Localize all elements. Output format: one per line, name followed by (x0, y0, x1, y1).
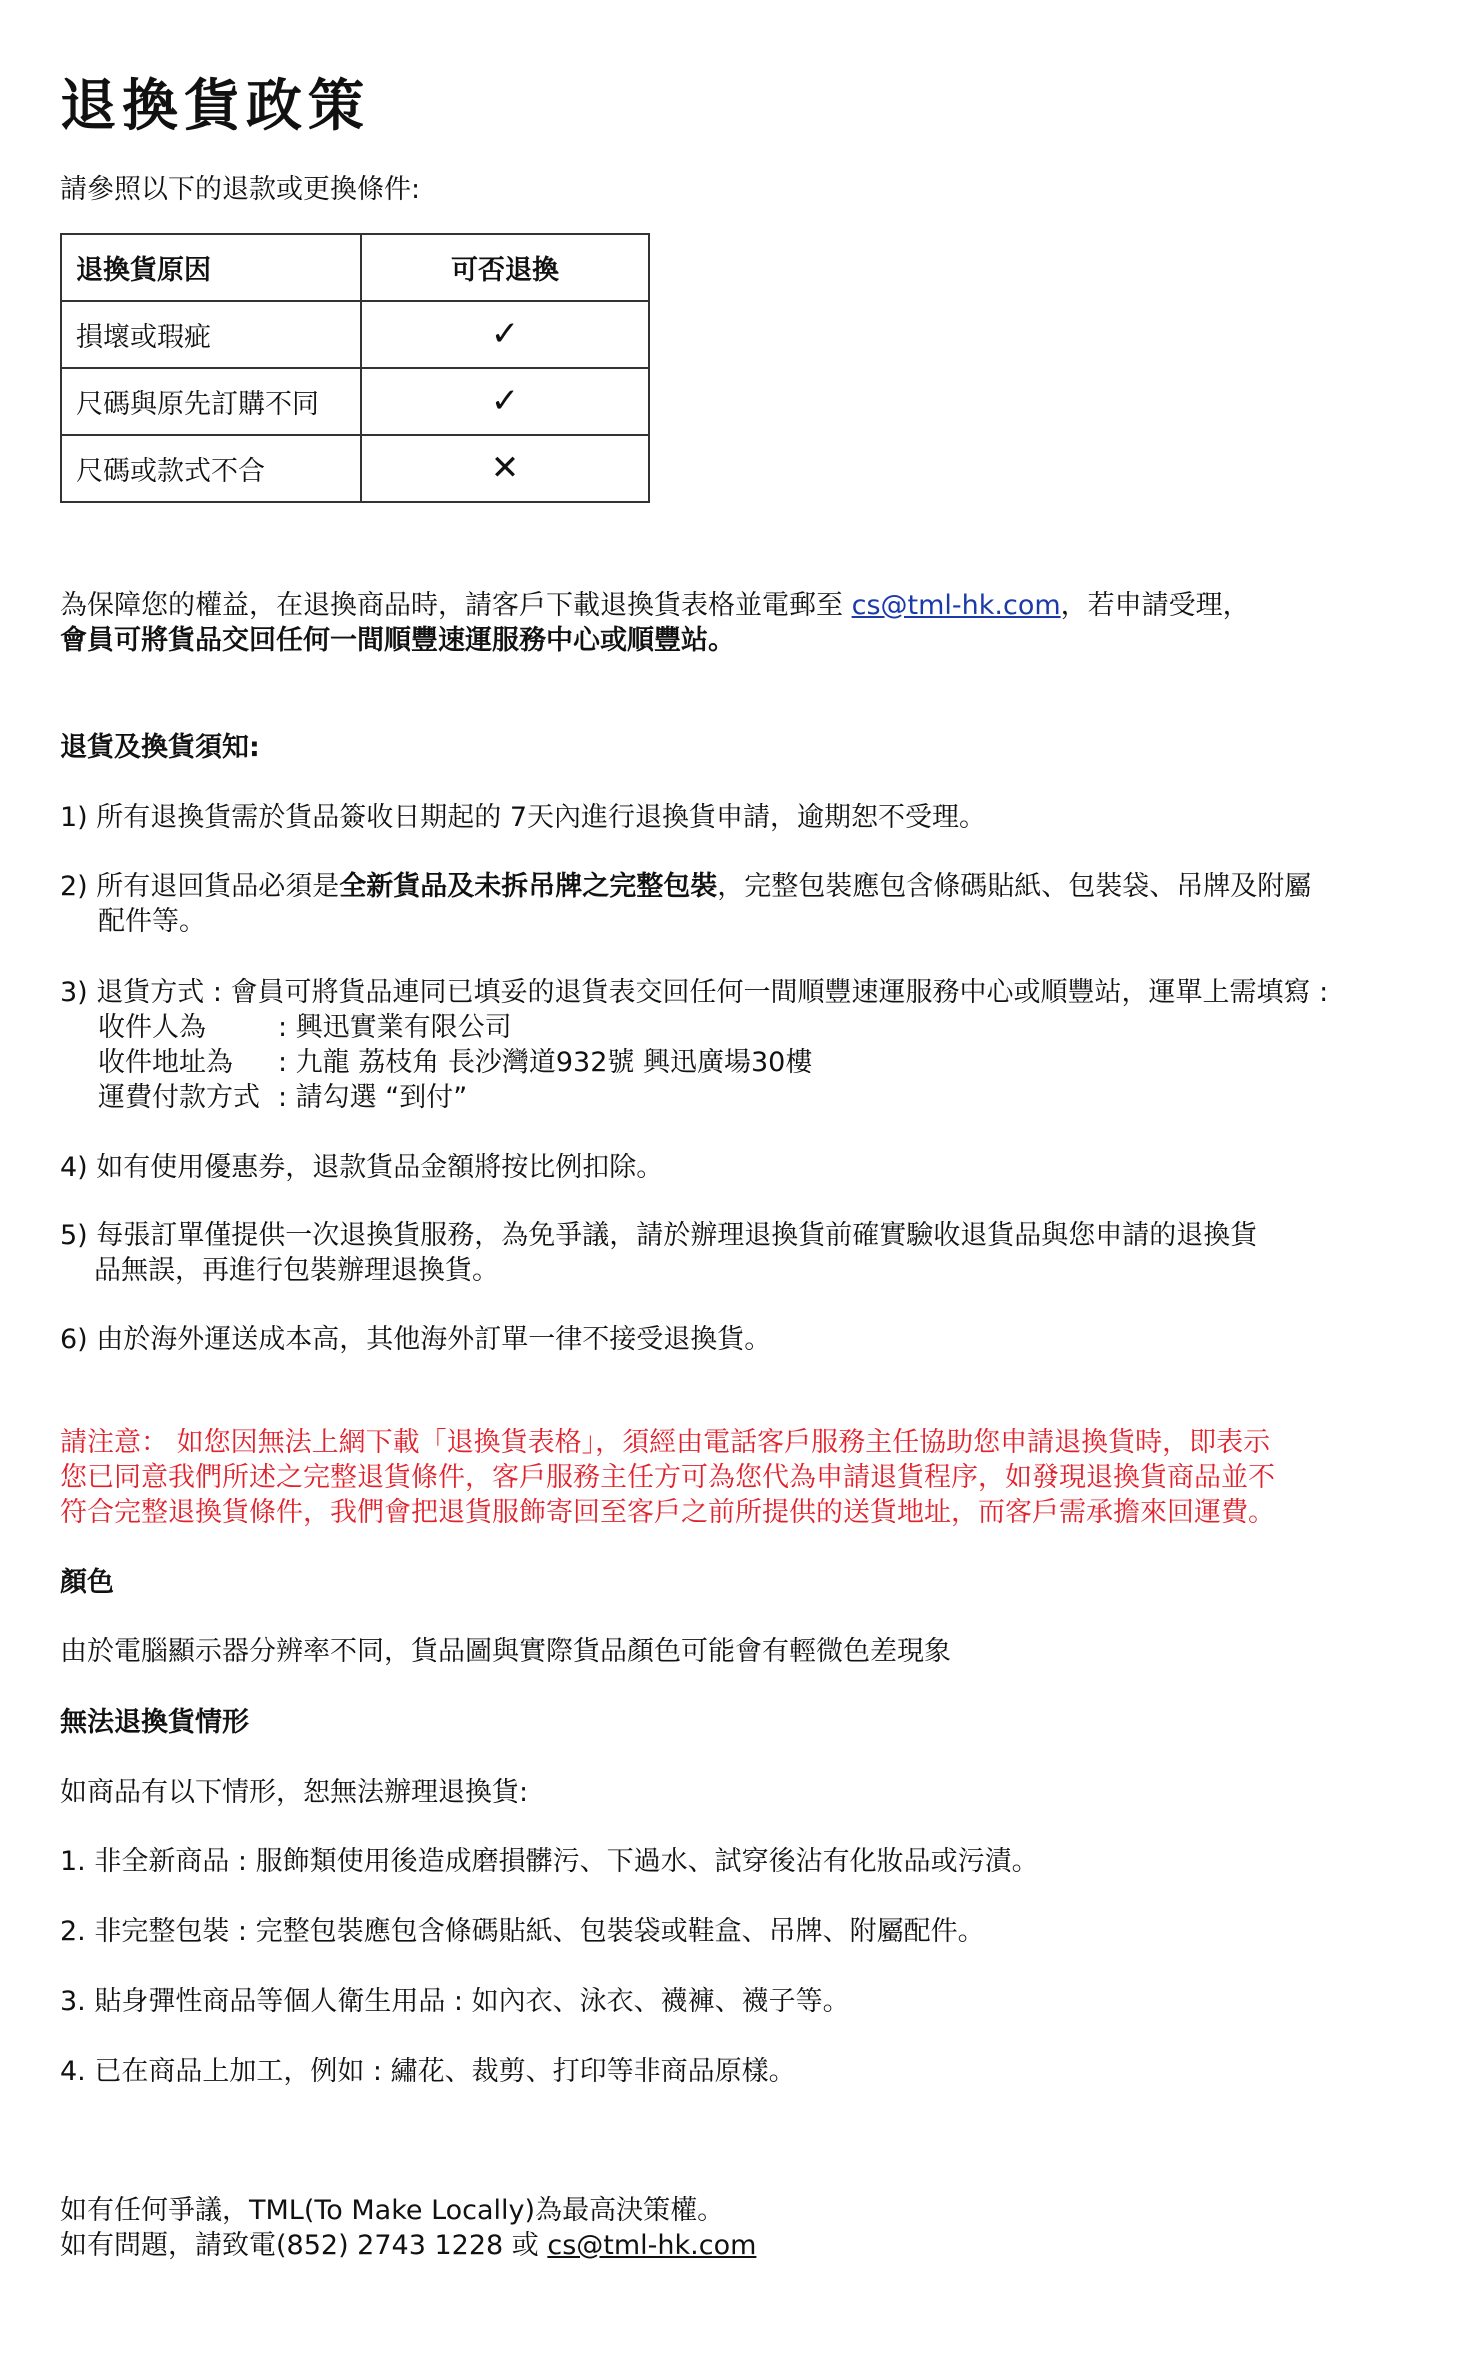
notice-item-3 (60, 975, 1328, 1115)
notice-item-3-text: 3) 退貨方式 : 會員可將貨品連同已填妥的退貨表交回任何一間順豐速運服務中心或順豐站，運單上需填寫 : (60, 977, 1329, 1008)
recipient-row (60, 1012, 512, 1043)
notice-item-2-pre: 2) 所有退回貨品必須是 (60, 871, 340, 902)
table-header-row (61, 234, 649, 301)
notice-item-5 (60, 1218, 1257, 1288)
no-return-intro: 如商品有以下情形，恕無法辦理退換貨: (60, 1777, 529, 1808)
check-icon (361, 301, 649, 368)
payment-label: 運費付款方式 (98, 1082, 260, 1113)
cross-mark: ✕ (490, 448, 520, 488)
header-reason: 退換貨原因 (61, 234, 361, 301)
address-label: 收件地址為 (98, 1047, 233, 1078)
notice-item-2-post: ，完整包裝應包含條碼貼紙、包裝袋、吊牌及附屬 (717, 871, 1312, 902)
footer-email-link[interactable]: cs@tml-hk.com (547, 2230, 757, 2261)
notice-item-2 (60, 869, 1311, 939)
protection-text: 為保障您的權益，在退換商品時，請客戶下載退換貨表格並電郵至 (60, 590, 852, 621)
table-row (61, 368, 649, 435)
warning-line-3: 符合完整退換貨條件，我們會把退貨服飾寄回至客戶之前所提供的送貨地址，而客戶需承擔來回運費。 (60, 1497, 1275, 1528)
footer-line-1: 如有任何爭議，TML(To Make Locally)為最高決策權。 (60, 2195, 725, 2226)
warning-notice (60, 1425, 1275, 1530)
reason-cell: 尺碼或款式不合 (61, 435, 361, 502)
payment-value: : 請勾選 “到付” (278, 1082, 468, 1113)
header-returnable: 可否退換 (361, 234, 649, 301)
no-return-item: 2. 非完整包裝 : 完整包裝應包含條碼貼紙、包裝袋或鞋盒、吊牌、附屬配件。 (60, 1916, 985, 1947)
footer-line-2: 如有問題，請致電(852) 2743 1228 或 (60, 2230, 548, 2261)
address-row (60, 1047, 812, 1078)
payment-row (60, 1082, 467, 1113)
reason-cell: 損壞或瑕疵 (61, 301, 361, 368)
page-title: 退換貨政策 (60, 74, 370, 139)
notice-item-5-text: 5) 每張訂單僅提供一次退換貨服務，為免爭議，請於辦理退換貨前確實驗收退貨品與您申請的退換貨 (60, 1220, 1258, 1251)
no-return-heading: 無法退換貨情形 (60, 1707, 249, 1738)
table-row (61, 301, 649, 368)
cross-icon (361, 435, 649, 502)
color-heading: 顏色 (60, 1567, 114, 1598)
warning-line-2: 您已同意我們所述之完整退貨條件，客戶服務主任方可為您代為申請退貨程序，如發現退換貨商品並不 (60, 1462, 1275, 1493)
notice-item-6: 6) 由於海外運送成本高，其他海外訂單一律不接受退換貨。 (60, 1324, 772, 1355)
color-text: 由於電腦顯示器分辨率不同，貨品圖與實際貨品顏色可能會有輕微色差現象 (60, 1636, 951, 1667)
no-return-item: 1. 非全新商品 : 服飾類使用後造成磨損髒污、下過水、試穿後沾有化妝品或污漬。 (60, 1846, 1039, 1877)
return-conditions-table (60, 233, 650, 503)
no-return-item: 4. 已在商品上加工，例如 : 繡花、裁剪、打印等非商品原樣。 (60, 2056, 796, 2087)
notice-item-5-cont: 品無誤，再進行包裝辦理退換貨。 (94, 1255, 499, 1286)
table-row (61, 435, 649, 502)
check-mark: ✓ (490, 314, 520, 354)
no-return-item: 3. 貼身彈性商品等個人衛生用品 : 如內衣、泳衣、襪褲、襪子等。 (60, 1986, 850, 2017)
protection-bold-line: 會員可將貨品交回任何一間順豐速運服務中心或順豐站。 (60, 625, 735, 656)
notice-item-1: 1) 所有退換貨需於貨品簽收日期起的 7天內進行退換貨申請，逾期恕不受理。 (60, 802, 987, 833)
protection-paragraph (60, 588, 1250, 658)
recipient-label: 收件人為 (98, 1012, 206, 1043)
notice-heading: 退貨及換貨須知: (60, 732, 260, 763)
footer (60, 2193, 756, 2263)
check-mark: ✓ (490, 381, 520, 421)
notice-item-4: 4) 如有使用優惠券，退款貨品金額將按比例扣除。 (60, 1152, 664, 1183)
address-value: : 九龍 荔枝角 長沙灣道932號 興迅廣場30樓 (278, 1047, 813, 1078)
protection-text-end: ，若申請受理， (1060, 590, 1250, 621)
recipient-value: : 興迅實業有限公司 (278, 1012, 512, 1043)
email-link[interactable]: cs@tml-hk.com (851, 590, 1061, 621)
notice-item-2-cont: 配件等。 (98, 906, 206, 937)
warning-line-1: 請注意： 如您因無法上網下載「退換貨表格」，須經由電話客戶服務主任協助您申請退換貨時，即表示 (60, 1427, 1271, 1458)
intro-text: 請參照以下的退款或更換條件: (60, 174, 421, 205)
reason-cell: 尺碼與原先訂購不同 (61, 368, 361, 435)
check-icon (361, 368, 649, 435)
notice-item-2-bold: 全新貨品及未拆吊牌之完整包裝 (339, 871, 718, 902)
